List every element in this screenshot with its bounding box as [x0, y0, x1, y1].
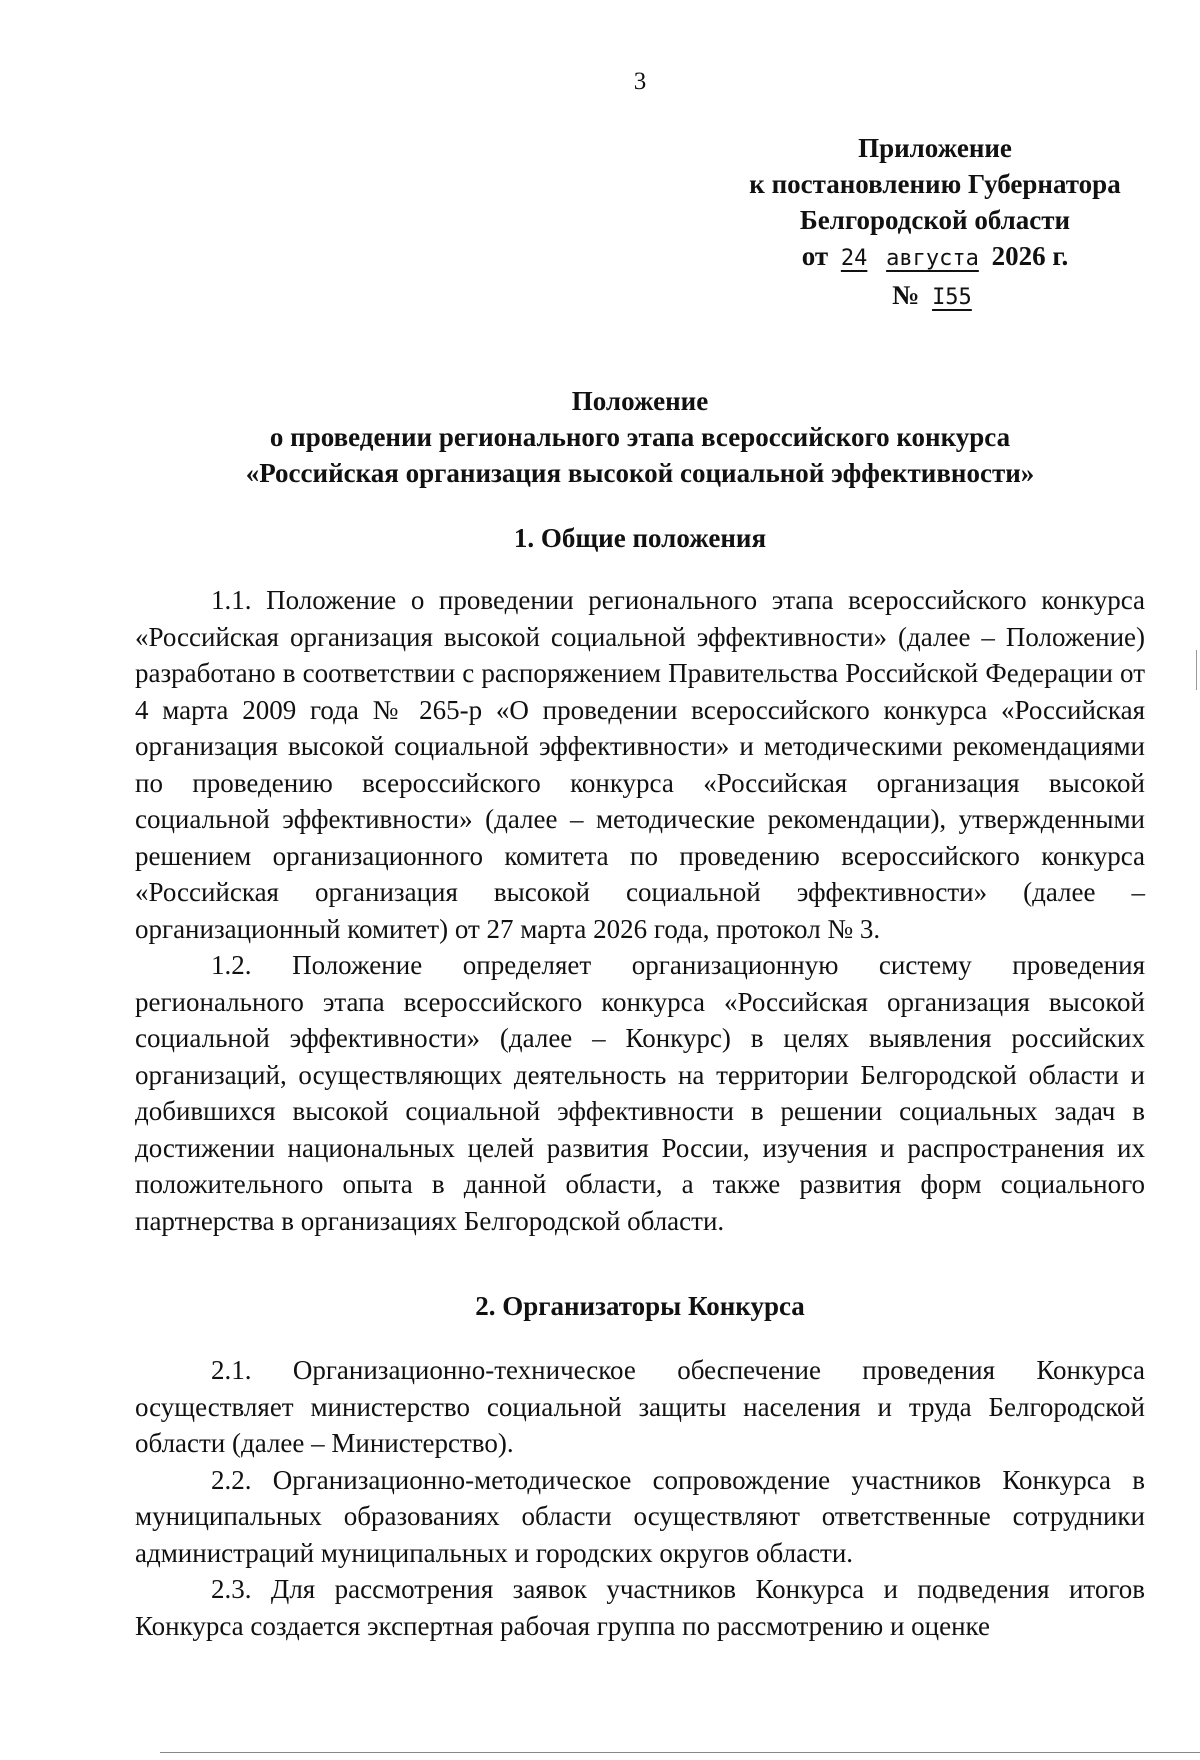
page-number: 3	[633, 68, 647, 95]
document-title	[135, 383, 1145, 491]
document-title-line-1: Положение	[571, 386, 709, 416]
paragraph-1-2: 1.2. Положение определяет организационную систему проведения регионального этапа всероссийского конкурса «Российская организация высокой социальной эффективности» (далее – Конкурс) в целях выявления российских организаций, осуществляющих деятельность на территории Белгородской области и добившихся высокой социальной эффективности в решении социальных задач в достижении национальных целей развития России, изучения и распространения их положительного опыта в данной области, а также развития форм социального партнерства в организациях Белгородской области.	[135, 950, 1145, 1236]
section-1-heading: 1. Общие положения	[513, 523, 767, 553]
paragraph-2-2: 2.2. Организационно-методическое сопровождение участников Конкурса в муниципальных образованиях области осуществляют ответственные сотрудники администраций муниципальных и городских округов области.	[135, 1464, 1145, 1568]
annex-date-month: августа	[886, 246, 979, 271]
annex-block	[720, 130, 1150, 316]
annex-number-line	[720, 277, 1150, 316]
annex-number-prefix: №	[892, 280, 920, 310]
annex-date-year: 2026 г.	[991, 241, 1069, 271]
annex-line-3: Белгородской области	[799, 205, 1071, 235]
annex-date-line	[720, 238, 1150, 277]
page-bottom-divider	[160, 1752, 1200, 1753]
paragraph-1-1: 1.1. Положение о проведении регионального этапа всероссийского конкурса «Российская организация высокой социальной эффективности» (далее – Положение) разработано в соответствии с распоряжением Правительства Российской Федерации от 4 марта 2009 года № 265-р «О проведении всероссийского конкурса «Российская организация высокой социальной эффективности» и методическими рекомендациями по проведению всероссийского конкурса «Российская организация высокой социальной эффективности» (далее – методические рекомендации), утвержденными решением организационного комитета по проведению всероссийского конкурса «Российская организация высокой социальной эффективности» (далее – организационный комитет) от 27 марта 2026 года, протокол № 3.	[135, 585, 1145, 944]
document-title-line-3: «Российская организация высокой социальной эффективности»	[245, 458, 1035, 488]
annex-title: Приложение	[858, 133, 1012, 163]
annex-date-day: 24	[840, 246, 868, 271]
paragraph-2-3: 2.3. Для рассмотрения заявок участников Конкурса и подведения итогов Конкурса создается экспертная рабочая группа по рассмотрению и оценке	[135, 1574, 1145, 1641]
paragraph-2-1: 2.1. Организационно-техническое обеспечение проведения Конкурса осуществляет министерство социальной защиты населения и труда Белгородской области (далее – Министерство).	[135, 1355, 1145, 1458]
document-title-line-2: о проведении регионального этапа всероссийского конкурса	[269, 422, 1011, 452]
annex-number-value: I55	[932, 285, 972, 310]
scan-edge-mark	[1196, 650, 1197, 690]
annex-line-2: к постановлению Губернатора	[749, 169, 1121, 199]
section-1-body	[135, 582, 1145, 1239]
annex-date-prefix: от	[801, 241, 829, 271]
section-2-heading: 2. Организаторы Конкурса	[475, 1291, 805, 1321]
section-2-body	[135, 1352, 1145, 1644]
